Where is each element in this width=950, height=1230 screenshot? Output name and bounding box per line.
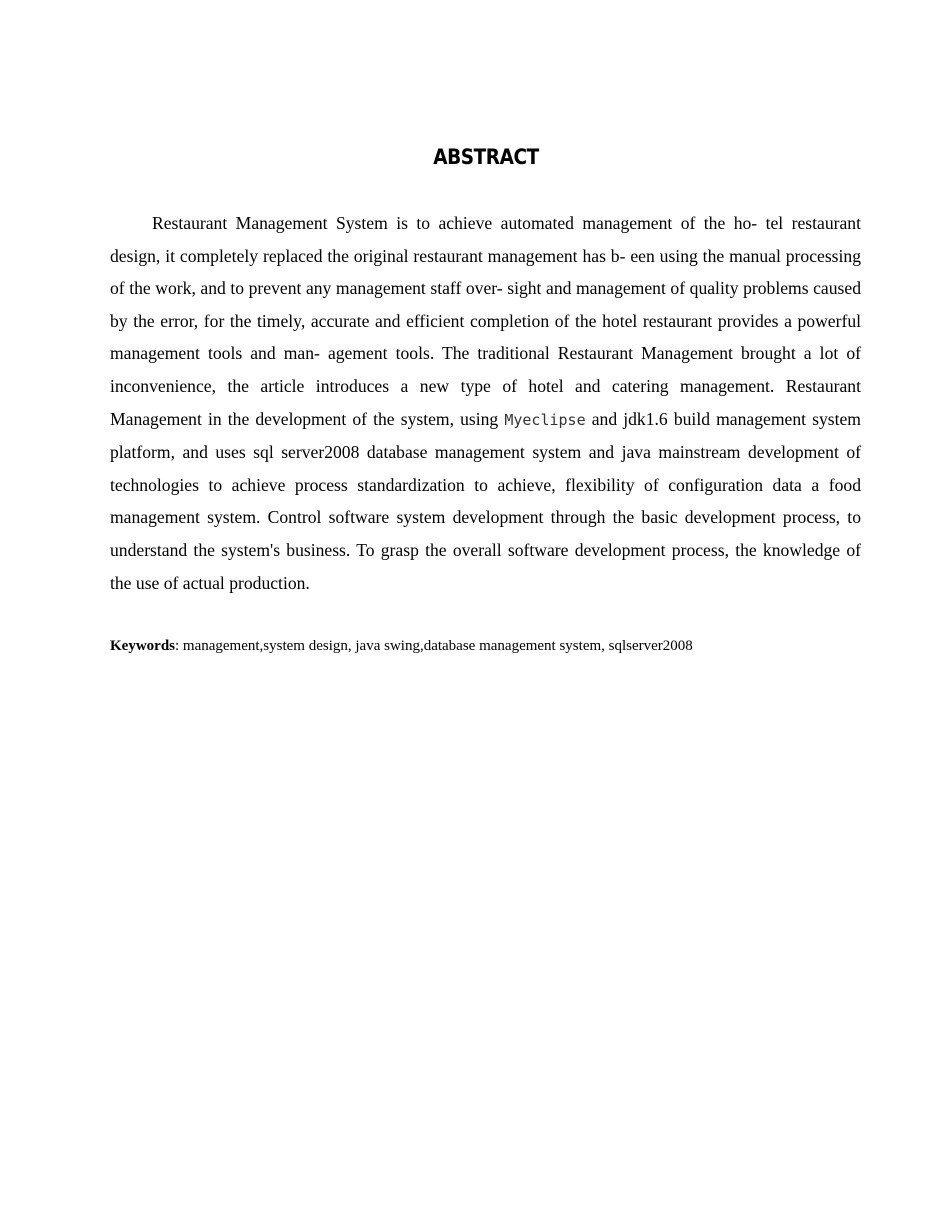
keywords-line (110, 636, 870, 656)
page-title: ABSTRACT (433, 145, 539, 169)
abstract-paragraph (110, 207, 861, 599)
abstract-text-part-2: and jdk1.6 build management system platform, and uses sql server2008 database management system and java mainstream development of technologies to achieve process standardization to achieve, flexibility of configuration data a food management system. Control software system development through the basic development process, to understand the system's business. To grasp the overall software development process, the knowledge of the use of actual production. (110, 408, 861, 593)
keywords-label: Keywords (110, 638, 175, 654)
tool-name: Myeclipse (504, 410, 586, 429)
abstract-text-part-1: Restaurant Management System is to achieve automated management of the ho- tel restaurant design, it completely replaced the original restaurant management has b- een using the manual processing of the work, and to prevent any management staff over- sight and management of quality problems caused by the error, for the timely, accurate and efficient completion of the hotel restaurant provides a powerful management tools and man- agement tools. The traditional Restaurant Management brought a lot of inconvenience, the article introduces a new type of hotel and catering management. Restaurant Management in the development of the system, using (110, 213, 861, 429)
keywords-value: : management,system design, java swing,database management system, sqlserver2008 (175, 638, 693, 654)
